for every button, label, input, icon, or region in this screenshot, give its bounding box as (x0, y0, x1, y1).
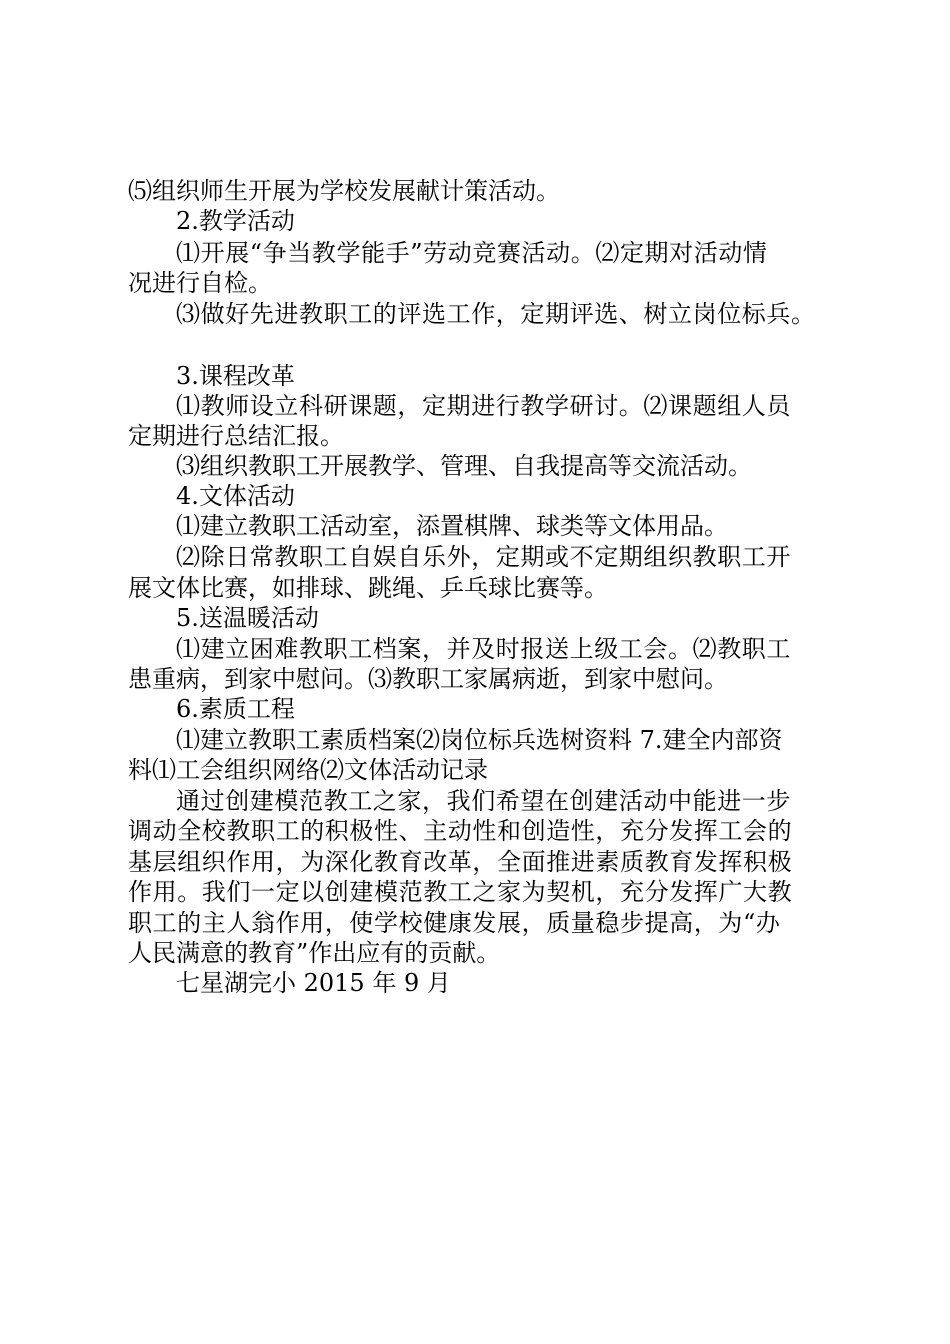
heading-warmth-activities: 5.送温暖活动 (176, 604, 319, 632)
text-line-16: 患重病，到家中慰问。⑶教职工家属病逝，到家中慰问。 (128, 665, 728, 693)
text-line-11: ⑴建立教职工活动室，添置棋牌、球类等文体用品。 (176, 512, 728, 540)
heading-quality-project: 6.素质工程 (176, 695, 295, 723)
text-line-9: ⑶组织教职工开展教学、管理、自我提高等交流活动。 (176, 452, 752, 480)
text-line-12: ⑵除日常教职工自娱自乐外，定期或不定期组织教职工开 (176, 543, 791, 571)
text-line-18: ⑴建立教职工素质档案⑵岗位标兵选树资料 7.建全内部资 (176, 726, 783, 754)
text-line-19: 料⑴工会组织网络⑵文体活动记录 (128, 756, 488, 784)
text-line-5: ⑶做好先进教职工的评选工作，定期评选、树立岗位标兵。 (176, 300, 816, 328)
text-line-25: 人民满意的教育”作出应有的贡献。 (128, 939, 501, 967)
text-line-8: 定期进行总结汇报。 (128, 422, 344, 450)
text-line-24: 职工的主人翁作用，使学校健康发展，质量稳步提高，为“办 (128, 909, 781, 937)
text-line-3: ⑴开展“争当教学能手”劳动竞赛活动。⑵定期对活动情 (176, 239, 768, 267)
heading-sports-activities: 4.文体活动 (176, 482, 295, 510)
text-line-7: ⑴教师设立科研课题，定期进行教学研讨。⑵课题组人员 (176, 392, 791, 420)
text-line-23: 作用。我们一定以创建模范教工之家为契机，充分发挥广大教 (128, 878, 793, 906)
text-line-20: 通过创建模范教工之家，我们希望在创建活动中能进一步 (176, 787, 791, 815)
heading-teaching-activities: 2.教学活动 (176, 207, 295, 235)
signature-date-line: 七星湖完小 2015 年 9 月 (176, 969, 451, 997)
text-line-15: ⑴建立困难教职工档案，并及时报送上级工会。⑵教职工 (176, 635, 791, 663)
heading-curriculum-reform: 3.课程改革 (176, 362, 295, 390)
text-line-1: ⑸组织师生开展为学校发展献计策活动。 (128, 177, 560, 205)
text-line-21: 调动全校教职工的积极性、主动性和创造性，充分发挥工会的 (128, 817, 793, 845)
text-line-22: 基层组织作用，为深化教育改革，全面推进素质教育发挥积极 (128, 848, 793, 876)
text-line-4: 况进行自检。 (128, 269, 272, 297)
text-line-13: 展文体比赛，如排球、跳绳、乒乓球比赛等。 (128, 574, 608, 602)
